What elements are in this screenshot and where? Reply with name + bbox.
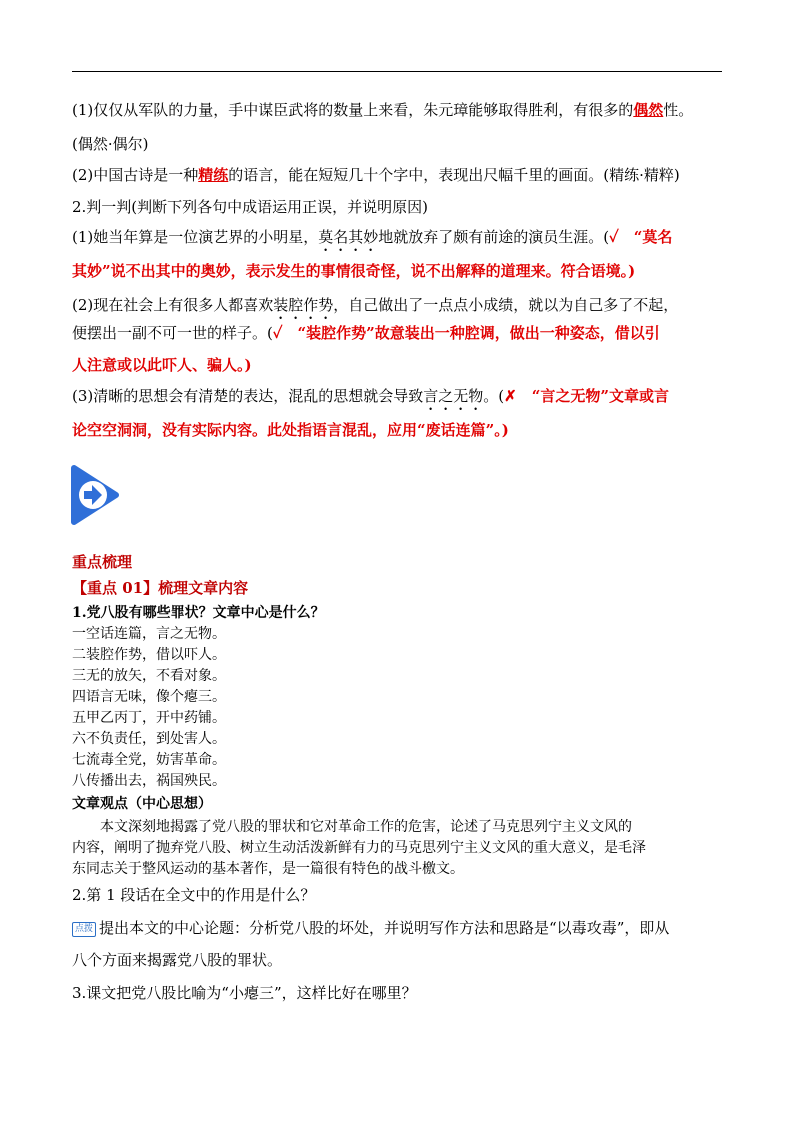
para1-answer-line2: 八个方面来揭露党八股的罪状。 [72,951,283,969]
q1-answer: 偶然 [633,101,664,119]
judge-s2-text: (2)现在社会上有很多人都喜欢 [72,296,274,314]
judge-s3-answer-cont: 论空空洞洞，没有实际内容。此处指语言混乱，应用“废话连篇”。) [72,421,509,439]
para1-answer-text: 提出本文的中心论题：分析党八股的坏处，并说明写作方法和思路是“以毒攻毒”，即从 [99,919,670,937]
list-item: 四语言无味，像个瘪三。 [72,689,226,705]
list-item: 七流毒全党，妨害革命。 [72,752,226,768]
judge-s3-text-tail: 。( [483,387,505,405]
judge-s2-line2 [72,323,722,343]
q1-text-tail: 性。 [663,101,694,119]
q2-answer: 精练 [198,166,229,184]
hint-badge: 点拨 [72,922,96,937]
q1-text: (1)仅仅从军队的力量，手中谋臣武将的数量上来看，朱元璋能够取得胜利，有很多的 [72,101,634,119]
judge-s2-line1 [72,295,722,323]
arrow-right-icon [70,464,120,526]
viewpoint-line: 内容，阐明了抛弃党八股、树立生动活泼新鲜有力的马克思列宁主义文风的重大意义，是毛泽 [72,840,646,856]
para1-question: 2.第 1 段话在全文中的作用是什么？ [72,886,316,904]
judge-s3-answer: ✗ “言之无物”文章或言 [504,387,669,405]
viewpoint-line: 本文深刻地揭露了党八股的罪状和它对革命工作的危害，论述了马克思列宁主义文风的 [72,819,632,835]
para1-answer-line1 [72,918,722,938]
q2-text-tail: 的语言，能在短短几十个字中，表现出尺幅千里的画面。(精练·精粹) [228,166,680,184]
viewpoint-line: 东同志关于整风运动的基本著作，是一篇很有特色的战斗檄文。 [72,861,464,877]
section-heading: 重点梳理 [72,553,133,571]
judge-s1-text-tail: 地就放弃了颇有前途的演员生涯。( [378,228,610,246]
header-rule [72,71,722,72]
judge-s2-answer: ✓ “装腔作势”故意装出一种腔调，做出一种姿态，借以引 [272,324,660,342]
judge-s1-answer-cont: 其妙”说不出其中的奥妙，表示发生的事情很奇怪，说不出解释的道理来。符合语境。) [72,262,636,280]
judge-s3-text: (3)清晰的思想会有清楚的表达，混乱的思想就会导致 [72,387,424,405]
list-item: 二装腔作势，借以吓人。 [72,647,226,663]
section-point: 【重点 01】梳理文章内容 [72,579,249,597]
judge-s3-idiom: 言之无物 [423,387,484,405]
list-item: 三无的放矢，不看对象。 [72,668,226,684]
judge-s1-answer: ✓ “莫名 [609,228,673,246]
q2-text: (2)中国古诗是一种 [72,166,199,184]
q1-options: (偶然·偶尔) [72,135,149,153]
judge-s2-text-tail: ，自己做出了一点点小成绩，就以为自己多了不起， [333,296,679,314]
judge-s2-text2: 便摆出一副不可一世的样子。( [72,324,273,342]
viewpoint-title: 文章观点（中心思想） [72,796,212,812]
list-item: 五甲乙丙丁，开中药铺。 [72,710,226,726]
list-item: 六不负责任，到处害人。 [72,731,226,747]
q1-line1 [72,100,722,120]
judge-s2-answer-cont: 人注意或以此吓人、骗人。) [72,356,252,374]
list-item: 八传播出去，祸国殃民。 [72,773,226,789]
metaphor-question: 3.课文把党八股比喻为“小瘪三”，这样比好在哪里？ [72,984,417,1002]
judge-s1-line1 [72,227,722,255]
judge-s1-text: (1)她当年算是一位演艺界的小明星， [72,228,319,246]
judge-s3-line1 [72,386,722,414]
judge-s1-idiom: 莫名其妙 [318,228,379,246]
crimes-question: 1.党八股有哪些罪状？文章中心是什么？ [72,605,325,621]
judge-s2-idiom: 装腔作势 [273,296,334,314]
q2-line [72,165,722,185]
judge-title: 2.判一判(判断下列各句中成语运用正误，并说明原因) [72,198,429,216]
list-item: 一空话连篇，言之无物。 [72,626,226,642]
